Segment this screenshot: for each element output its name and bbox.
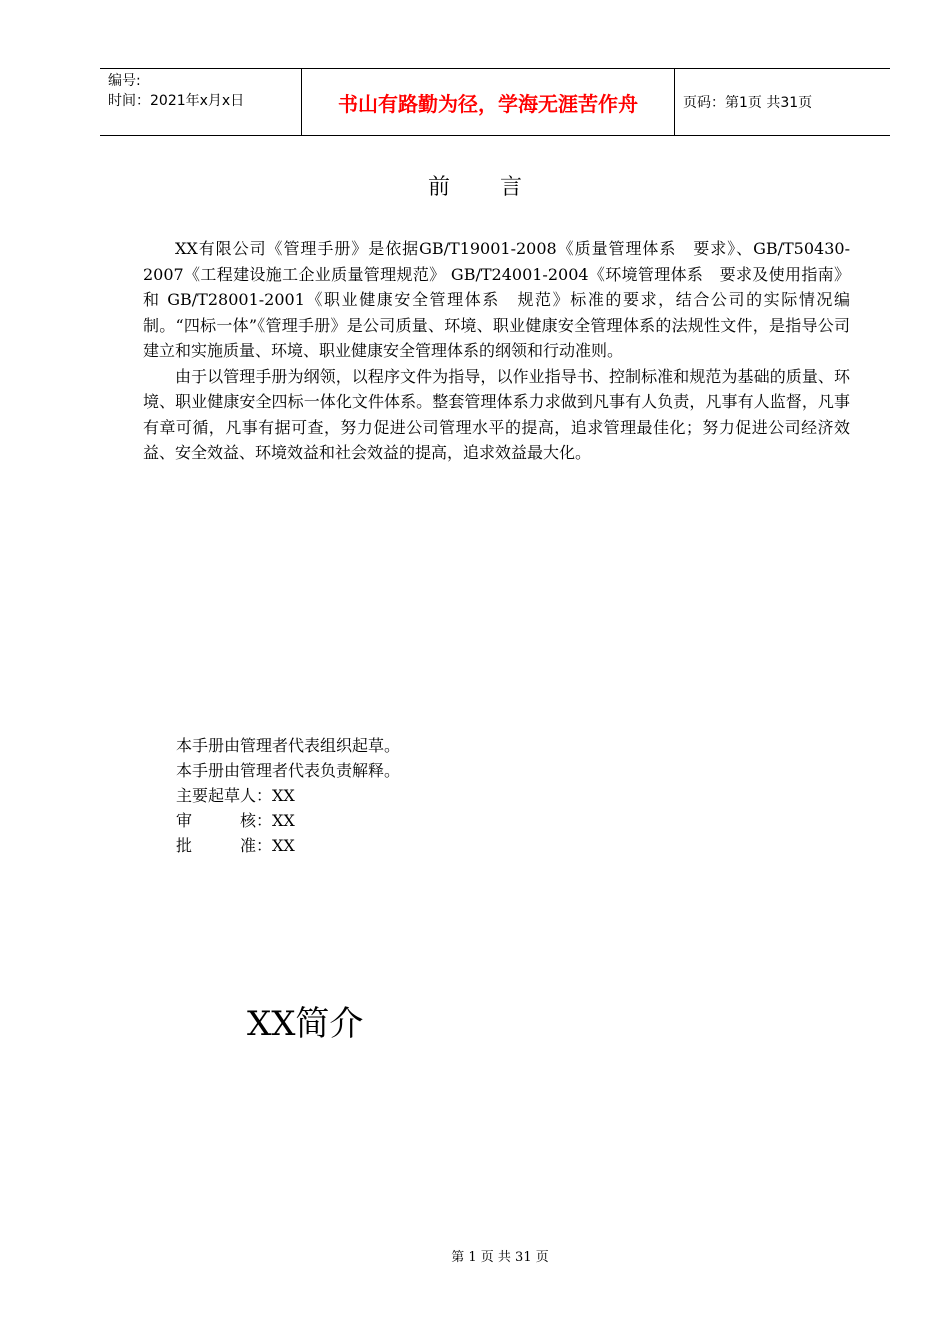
section-title: XX简介	[247, 1004, 364, 1044]
preface-paragraph-2: 由于以管理手册为纲领，以程序文件为指导，以作业指导书、控制标准和规范为基础的质量、环境、职业健康安全四标一体化文件体系。整套管理体系力求做到凡事有人负责，凡事有人监督，凡事有章可循，凡事有据可查，努力促进公司管理水平的提高，追求管理最佳化；努力促进公司经济效益、安全效益、环境效益和社会效益的提高，追求效益最大化。	[143, 366, 850, 462]
header-meta	[100, 69, 302, 135]
note-line: 本手册由管理者代表组织起草。	[176, 736, 401, 755]
page-title: 前言	[427, 175, 572, 200]
header-motto-cell	[302, 69, 675, 135]
header-motto: 书山有路勤为径，学海无涯苦作舟	[338, 91, 638, 116]
note-line: 主要起草人：XX	[176, 786, 295, 805]
header-page-label: 页码：第1页 共31页	[683, 95, 813, 111]
note-line: 审 核：XX	[176, 811, 295, 830]
header-page-cell	[675, 69, 890, 135]
time-label: 时间：2021年x月x日	[108, 93, 245, 109]
number-label: 编号:	[108, 73, 141, 89]
note-line: 批 准：XX	[176, 836, 295, 855]
preface-paragraph-1: XX有限公司《管理手册》是依据GB/T19001-2008《质量管理体系 要求》、GB/T50430-2007《工程建设施工企业质量管理规范》 GB/T24001-2004《环境管理体系 要求及使用指南》和 GB/T28001-2001《职业健康安全管理体系 规范》标准的要求，结合公司的实际情况编制。“四标一体”《管理手册》是公司质量、环境、职业健康安全管理体系的法规性文件，是指导公司建立和实施质量、环境、职业健康安全管理体系的纲领和行动准则。	[143, 239, 850, 360]
page-footer: 第 1 页 共 31 页	[451, 1250, 549, 1265]
document-header	[100, 68, 890, 136]
note-line: 本手册由管理者代表负责解释。	[176, 761, 401, 780]
approval-notes	[176, 733, 400, 858]
preface-body	[143, 236, 850, 466]
